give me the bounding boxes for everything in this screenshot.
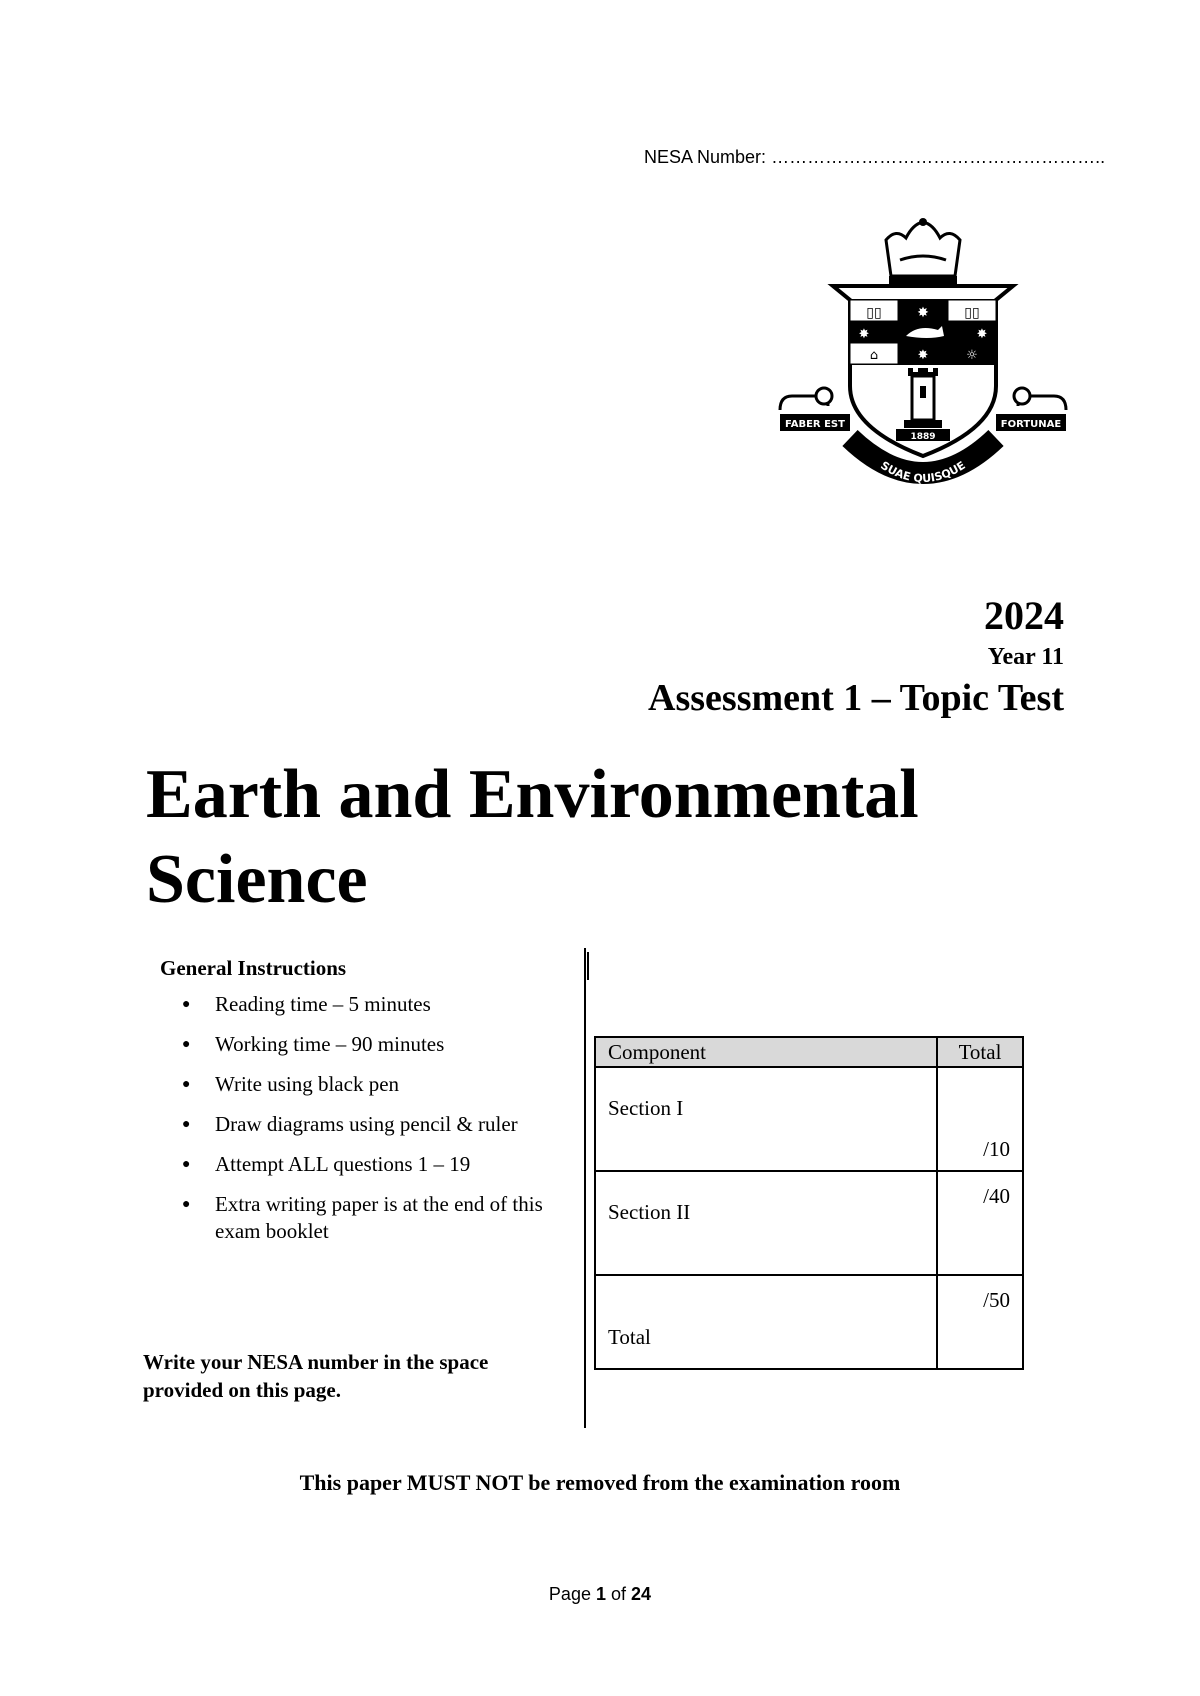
subject-title-line1: Earth and Environmental — [146, 756, 919, 833]
column-divider — [584, 948, 586, 1428]
nesa-number-dots: ……………………………………………….. — [771, 147, 1106, 167]
crest-motto-bottom: SUAE QUISQUE — [878, 458, 968, 486]
nesa-number-note: Write your NESA number in the space provided on this page. — [143, 1350, 489, 1402]
general-instructions — [160, 956, 570, 1258]
crown-icon — [886, 218, 960, 284]
table-row — [595, 1171, 1023, 1275]
instruction-item: ● Extra writing paper is at the end of this exam booklet — [160, 1191, 570, 1245]
marks-total: /10 — [937, 1067, 1023, 1171]
instruction-item: ● Reading time – 5 minutes — [160, 991, 570, 1018]
column-divider-cap — [587, 952, 589, 980]
page-number — [0, 1584, 1200, 1605]
exam-year: 2024 — [984, 593, 1064, 638]
page-of: of — [611, 1584, 627, 1604]
marks-header-component: Component — [595, 1037, 937, 1067]
table-row — [595, 1067, 1023, 1171]
svg-text:☼: ☼ — [966, 348, 978, 363]
marks-table-header-row — [595, 1037, 1023, 1067]
crest-motto-left: FABER EST — [785, 419, 845, 430]
marks-table — [594, 1036, 1024, 1370]
page-total: 24 — [631, 1584, 652, 1604]
exam-grade: Year 11 — [987, 644, 1064, 670]
subject-title-line2: Science — [146, 841, 368, 918]
crest-motto-right: FORTUNAE — [1000, 419, 1062, 430]
crest-year-plate: 1889 — [910, 432, 936, 442]
page-current: 1 — [595, 1584, 606, 1604]
instructions-heading: General Instructions — [160, 956, 347, 980]
school-crest-logo — [778, 218, 1068, 500]
marks-component: Total — [595, 1275, 937, 1369]
svg-text:✸: ✸ — [917, 305, 929, 321]
instruction-item: ● Write using black pen — [160, 1071, 570, 1098]
svg-text:✸: ✸ — [976, 327, 988, 342]
marks-component: Section I — [595, 1067, 937, 1171]
instructions-list — [160, 991, 570, 1245]
marks-header-total: Total — [937, 1037, 1023, 1067]
marks-total: /40 — [937, 1171, 1023, 1275]
svg-text:⌂: ⌂ — [869, 348, 879, 363]
marks-total: /50 — [937, 1275, 1023, 1369]
svg-text:✸: ✸ — [917, 348, 929, 363]
instruction-item: ● Attempt ALL questions 1 – 19 — [160, 1151, 570, 1178]
instruction-item: ● Working time – 90 minutes — [160, 1031, 570, 1058]
exam-room-warning: This paper MUST NOT be removed from the examination room — [299, 1470, 901, 1495]
svg-text:▯▯: ▯▯ — [964, 305, 980, 321]
table-row — [595, 1275, 1023, 1369]
instruction-item: ● Draw diagrams using pencil & ruler — [160, 1111, 570, 1138]
svg-text:✸: ✸ — [858, 327, 870, 342]
nesa-number-line — [644, 147, 1105, 168]
nesa-number-label: NESA Number: — [644, 147, 767, 167]
page-prefix: Page — [548, 1584, 591, 1604]
subject-title — [146, 752, 1046, 922]
marks-component: Section II — [595, 1171, 937, 1275]
assessment-title: Assessment 1 – Topic Test — [648, 677, 1064, 719]
svg-text:▯▯: ▯▯ — [866, 305, 882, 321]
